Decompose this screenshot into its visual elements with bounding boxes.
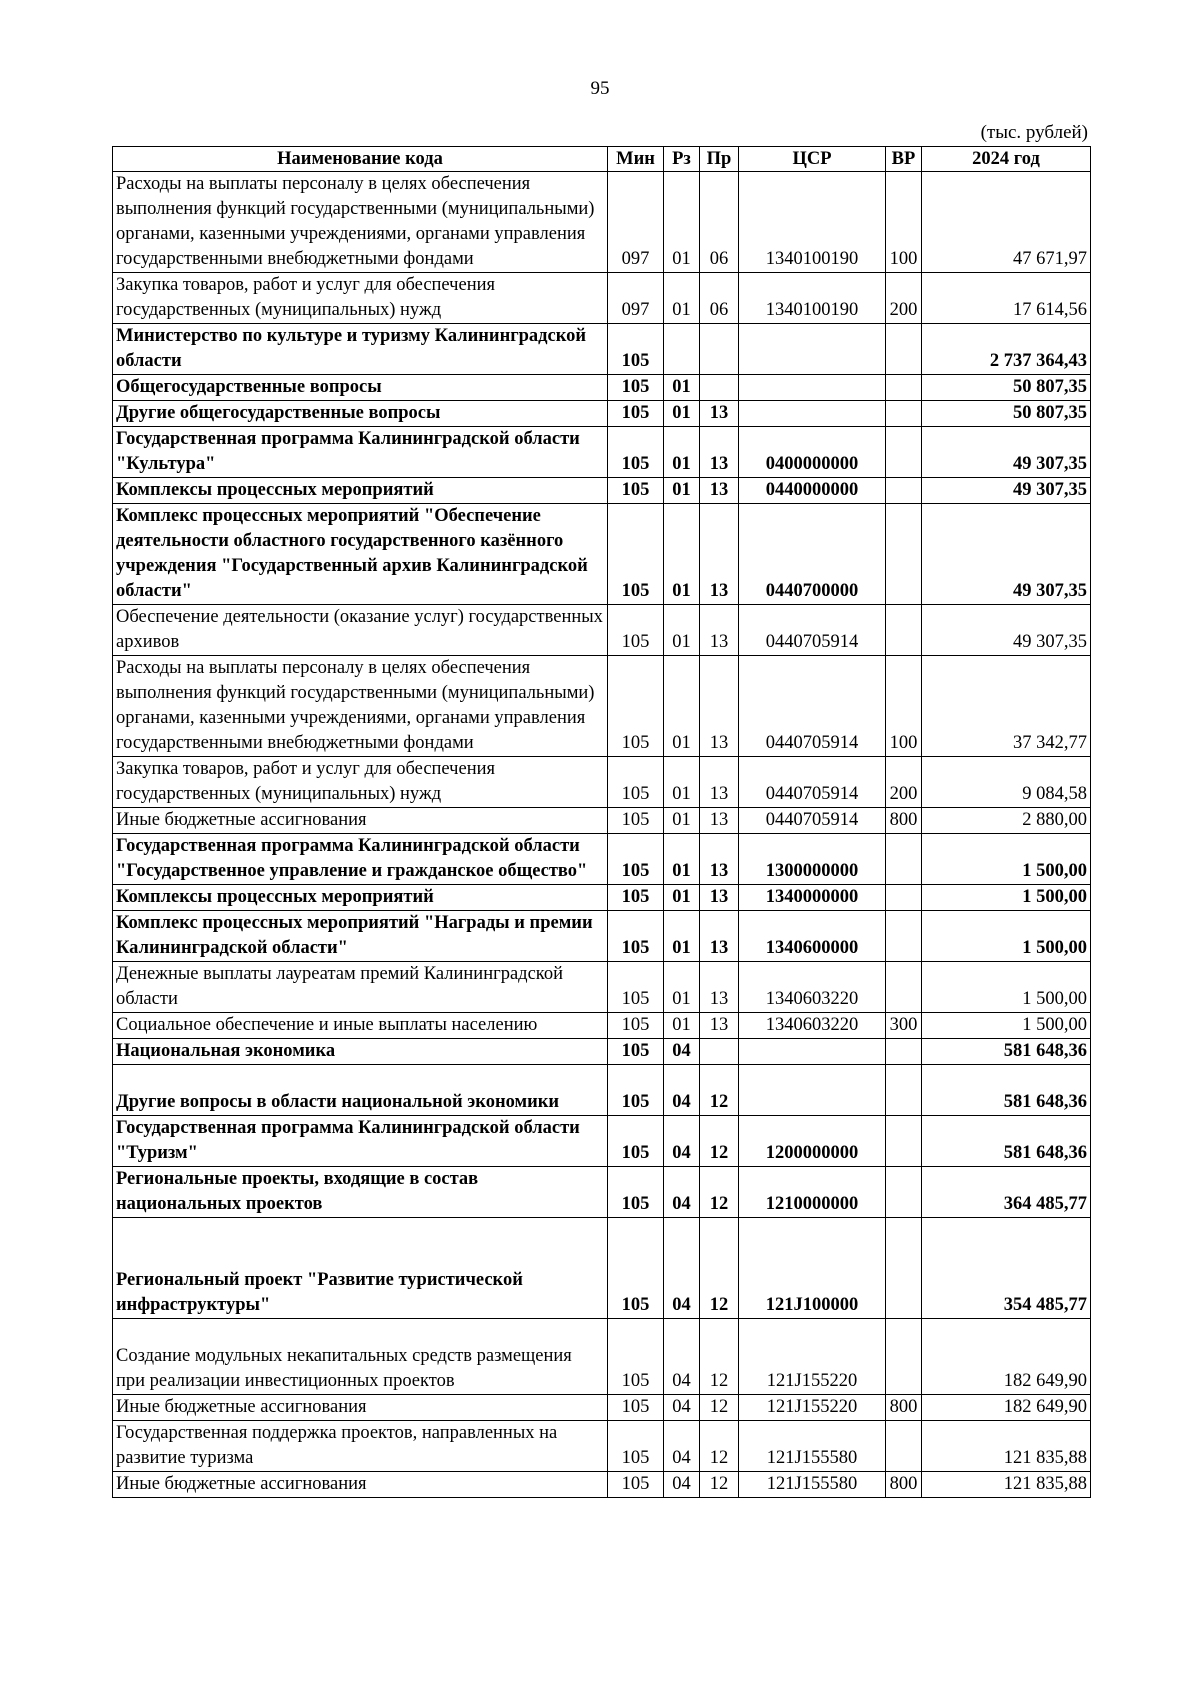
row-min: 105 <box>608 1395 664 1421</box>
row-pr: 13 <box>700 605 739 656</box>
row-vr: 200 <box>886 757 922 808</box>
header-min: Мин <box>608 147 664 172</box>
row-pr: 12 <box>700 1116 739 1167</box>
row-min: 105 <box>608 375 664 401</box>
row-vr <box>886 1421 922 1472</box>
row-pr: 12 <box>700 1472 739 1498</box>
row-vr: 100 <box>886 172 922 273</box>
row-rz: 01 <box>664 273 700 324</box>
row-csr: 121J155580 <box>739 1472 886 1498</box>
row-pr: 13 <box>700 885 739 911</box>
row-amount: 49 307,35 <box>922 504 1091 605</box>
row-vr <box>886 834 922 885</box>
table-header-row <box>113 147 1091 172</box>
row-csr: 1340000000 <box>739 885 886 911</box>
row-amount: 121 835,88 <box>922 1472 1091 1498</box>
row-vr <box>886 375 922 401</box>
table-row <box>113 504 1091 605</box>
row-rz: 01 <box>664 911 700 962</box>
row-name: Другие вопросы в области национальной экономики <box>113 1065 608 1116</box>
row-vr: 800 <box>886 1472 922 1498</box>
row-rz: 01 <box>664 478 700 504</box>
row-vr: 300 <box>886 1013 922 1039</box>
table-row <box>113 605 1091 656</box>
row-rz: 01 <box>664 885 700 911</box>
row-amount: 50 807,35 <box>922 375 1091 401</box>
row-name: Комплексы процессных мероприятий <box>113 478 608 504</box>
table-row <box>113 911 1091 962</box>
row-vr: 100 <box>886 656 922 757</box>
row-amount: 49 307,35 <box>922 478 1091 504</box>
row-vr <box>886 1319 922 1395</box>
row-rz: 01 <box>664 375 700 401</box>
row-rz: 04 <box>664 1395 700 1421</box>
row-name: Государственная программа Калининградской области "Культура" <box>113 427 608 478</box>
row-csr: 121J155580 <box>739 1421 886 1472</box>
table-row <box>113 427 1091 478</box>
row-vr <box>886 605 922 656</box>
row-amount: 50 807,35 <box>922 401 1091 427</box>
row-pr: 13 <box>700 757 739 808</box>
table-row <box>113 757 1091 808</box>
row-rz: 01 <box>664 808 700 834</box>
units-label: (тыс. рублей) <box>980 122 1088 143</box>
row-csr: 1200000000 <box>739 1116 886 1167</box>
row-min: 105 <box>608 962 664 1013</box>
row-rz: 01 <box>664 401 700 427</box>
row-csr: 0440705914 <box>739 757 886 808</box>
table-row <box>113 1116 1091 1167</box>
row-rz: 01 <box>664 656 700 757</box>
header-vr: ВР <box>886 147 922 172</box>
row-rz: 04 <box>664 1167 700 1218</box>
row-csr: 121J100000 <box>739 1218 886 1319</box>
row-name: Комплекс процессных мероприятий "Обеспечение деятельности областного государственного казённого учреждения "Государственный архив Калининградской области" <box>113 504 608 605</box>
row-name: Министерство по культуре и туризму Калининградской области <box>113 324 608 375</box>
row-rz: 01 <box>664 962 700 1013</box>
row-name: Государственная программа Калининградской области "Государственное управление и гражданское общество" <box>113 834 608 885</box>
row-vr <box>886 911 922 962</box>
row-csr: 1340100190 <box>739 273 886 324</box>
row-csr: 121J155220 <box>739 1319 886 1395</box>
row-name: Расходы на выплаты персоналу в целях обеспечения выполнения функций государственными (муниципальными) органами, казенными учреждениями, органами управления государственными внебюджетными фондами <box>113 172 608 273</box>
row-amount: 49 307,35 <box>922 605 1091 656</box>
row-csr: 0440705914 <box>739 808 886 834</box>
row-csr: 1340603220 <box>739 1013 886 1039</box>
table-row <box>113 1395 1091 1421</box>
table-row <box>113 1065 1091 1116</box>
row-name: Обеспечение деятельности (оказание услуг) государственных архивов <box>113 605 608 656</box>
row-pr: 12 <box>700 1319 739 1395</box>
header-name: Наименование кода <box>113 147 608 172</box>
row-min: 105 <box>608 1065 664 1116</box>
row-vr: 800 <box>886 1395 922 1421</box>
table-row <box>113 1319 1091 1395</box>
table-row <box>113 834 1091 885</box>
row-name: Национальная экономика <box>113 1039 608 1065</box>
row-pr: 13 <box>700 834 739 885</box>
row-csr: 1340603220 <box>739 962 886 1013</box>
row-min: 105 <box>608 1039 664 1065</box>
row-csr: 0440000000 <box>739 478 886 504</box>
table-row <box>113 656 1091 757</box>
row-min: 105 <box>608 1421 664 1472</box>
row-min: 105 <box>608 1319 664 1395</box>
row-pr: 13 <box>700 1013 739 1039</box>
row-min: 105 <box>608 324 664 375</box>
row-vr <box>886 1167 922 1218</box>
row-csr: 1210000000 <box>739 1167 886 1218</box>
row-amount: 2 737 364,43 <box>922 324 1091 375</box>
row-amount: 17 614,56 <box>922 273 1091 324</box>
row-min: 105 <box>608 911 664 962</box>
row-pr: 13 <box>700 504 739 605</box>
row-rz: 01 <box>664 757 700 808</box>
row-amount: 364 485,77 <box>922 1167 1091 1218</box>
row-vr <box>886 1065 922 1116</box>
row-vr <box>886 885 922 911</box>
row-csr <box>739 1039 886 1065</box>
row-vr <box>886 962 922 1013</box>
row-csr: 1340100190 <box>739 172 886 273</box>
table-row <box>113 1218 1091 1319</box>
row-min: 105 <box>608 1116 664 1167</box>
row-pr: 12 <box>700 1065 739 1116</box>
row-pr: 12 <box>700 1167 739 1218</box>
header-amount: 2024 год <box>922 147 1091 172</box>
table-row <box>113 172 1091 273</box>
table-row <box>113 401 1091 427</box>
row-pr: 13 <box>700 962 739 1013</box>
table-row <box>113 1472 1091 1498</box>
row-rz: 04 <box>664 1319 700 1395</box>
row-amount: 354 485,77 <box>922 1218 1091 1319</box>
row-amount: 1 500,00 <box>922 885 1091 911</box>
row-rz <box>664 324 700 375</box>
row-amount: 581 648,36 <box>922 1065 1091 1116</box>
row-pr: 13 <box>700 427 739 478</box>
row-min: 105 <box>608 1167 664 1218</box>
row-pr: 12 <box>700 1395 739 1421</box>
row-csr <box>739 401 886 427</box>
row-rz: 01 <box>664 834 700 885</box>
row-csr <box>739 324 886 375</box>
row-vr <box>886 1039 922 1065</box>
row-name: Социальное обеспечение и иные выплаты населению <box>113 1013 608 1039</box>
row-min: 105 <box>608 478 664 504</box>
table-row <box>113 375 1091 401</box>
table-row <box>113 324 1091 375</box>
table-row <box>113 1167 1091 1218</box>
row-name: Региональный проект "Развитие туристической инфраструктуры" <box>113 1218 608 1319</box>
row-min: 105 <box>608 427 664 478</box>
row-name: Другие общегосударственные вопросы <box>113 401 608 427</box>
table-body <box>113 172 1091 1498</box>
row-min: 105 <box>608 605 664 656</box>
row-csr: 1340600000 <box>739 911 886 962</box>
row-vr <box>886 1116 922 1167</box>
row-amount: 1 500,00 <box>922 834 1091 885</box>
row-min: 105 <box>608 401 664 427</box>
row-csr <box>739 1065 886 1116</box>
row-vr <box>886 324 922 375</box>
budget-table <box>112 146 1091 1498</box>
row-min: 105 <box>608 808 664 834</box>
row-rz: 04 <box>664 1065 700 1116</box>
row-vr <box>886 504 922 605</box>
row-amount: 581 648,36 <box>922 1116 1091 1167</box>
row-vr <box>886 478 922 504</box>
row-rz: 01 <box>664 172 700 273</box>
header-pr: Пр <box>700 147 739 172</box>
row-vr: 800 <box>886 808 922 834</box>
row-vr <box>886 427 922 478</box>
row-name: Закупка товаров, работ и услуг для обеспечения государственных (муниципальных) нужд <box>113 757 608 808</box>
row-name: Иные бюджетные ассигнования <box>113 1472 608 1498</box>
row-rz: 01 <box>664 1013 700 1039</box>
row-min: 097 <box>608 172 664 273</box>
table-row <box>113 808 1091 834</box>
row-pr: 13 <box>700 808 739 834</box>
row-name: Закупка товаров, работ и услуг для обеспечения государственных (муниципальных) нужд <box>113 273 608 324</box>
row-amount: 182 649,90 <box>922 1319 1091 1395</box>
table-row <box>113 273 1091 324</box>
row-amount: 49 307,35 <box>922 427 1091 478</box>
row-pr: 12 <box>700 1421 739 1472</box>
row-name: Общегосударственные вопросы <box>113 375 608 401</box>
table-row <box>113 1039 1091 1065</box>
row-name: Комплекс процессных мероприятий "Награды и премии Калининградской области" <box>113 911 608 962</box>
row-amount: 1 500,00 <box>922 1013 1091 1039</box>
row-pr <box>700 1039 739 1065</box>
row-pr <box>700 375 739 401</box>
row-vr <box>886 401 922 427</box>
row-csr <box>739 375 886 401</box>
row-pr: 13 <box>700 401 739 427</box>
row-csr: 1300000000 <box>739 834 886 885</box>
row-min: 105 <box>608 757 664 808</box>
row-csr: 0440705914 <box>739 605 886 656</box>
row-min: 105 <box>608 1218 664 1319</box>
row-csr: 0440700000 <box>739 504 886 605</box>
row-name: Иные бюджетные ассигнования <box>113 1395 608 1421</box>
page-number: 95 <box>590 78 610 99</box>
table-row <box>113 478 1091 504</box>
row-csr: 121J155220 <box>739 1395 886 1421</box>
row-csr: 0440705914 <box>739 656 886 757</box>
table-row <box>113 1013 1091 1039</box>
row-amount: 47 671,97 <box>922 172 1091 273</box>
row-amount: 121 835,88 <box>922 1421 1091 1472</box>
table-row <box>113 1421 1091 1472</box>
row-min: 105 <box>608 656 664 757</box>
row-vr: 200 <box>886 273 922 324</box>
row-min: 105 <box>608 504 664 605</box>
row-amount: 1 500,00 <box>922 911 1091 962</box>
header-rz: Рз <box>664 147 700 172</box>
row-min: 097 <box>608 273 664 324</box>
row-min: 105 <box>608 1472 664 1498</box>
header-csr: ЦСР <box>739 147 886 172</box>
row-name: Региональные проекты, входящие в состав национальных проектов <box>113 1167 608 1218</box>
row-name: Государственная программа Калининградской области "Туризм" <box>113 1116 608 1167</box>
row-pr: 12 <box>700 1218 739 1319</box>
row-rz: 04 <box>664 1472 700 1498</box>
row-name: Расходы на выплаты персоналу в целях обеспечения выполнения функций государственными (муниципальными) органами, казенными учреждениями, органами управления государственными внебюджетными фондами <box>113 656 608 757</box>
table-row <box>113 962 1091 1013</box>
row-rz: 04 <box>664 1218 700 1319</box>
row-pr: 13 <box>700 478 739 504</box>
row-pr: 13 <box>700 656 739 757</box>
row-rz: 04 <box>664 1421 700 1472</box>
table-row <box>113 885 1091 911</box>
row-name: Государственная поддержка проектов, направленных на развитие туризма <box>113 1421 608 1472</box>
row-pr <box>700 324 739 375</box>
row-pr: 06 <box>700 273 739 324</box>
row-rz: 01 <box>664 605 700 656</box>
row-name: Комплексы процессных мероприятий <box>113 885 608 911</box>
row-name: Денежные выплаты лауреатам премий Калининградской области <box>113 962 608 1013</box>
row-min: 105 <box>608 834 664 885</box>
row-pr: 13 <box>700 911 739 962</box>
row-amount: 2 880,00 <box>922 808 1091 834</box>
row-amount: 581 648,36 <box>922 1039 1091 1065</box>
row-pr: 06 <box>700 172 739 273</box>
row-name: Иные бюджетные ассигнования <box>113 808 608 834</box>
row-amount: 182 649,90 <box>922 1395 1091 1421</box>
row-min: 105 <box>608 1013 664 1039</box>
row-rz: 01 <box>664 504 700 605</box>
row-rz: 01 <box>664 427 700 478</box>
row-min: 105 <box>608 885 664 911</box>
row-name: Создание модульных некапитальных средств размещения при реализации инвестиционных проектов <box>113 1319 608 1395</box>
row-amount: 1 500,00 <box>922 962 1091 1013</box>
row-csr: 0400000000 <box>739 427 886 478</box>
row-rz: 04 <box>664 1116 700 1167</box>
row-amount: 37 342,77 <box>922 656 1091 757</box>
row-vr <box>886 1218 922 1319</box>
row-amount: 9 084,58 <box>922 757 1091 808</box>
row-rz: 04 <box>664 1039 700 1065</box>
